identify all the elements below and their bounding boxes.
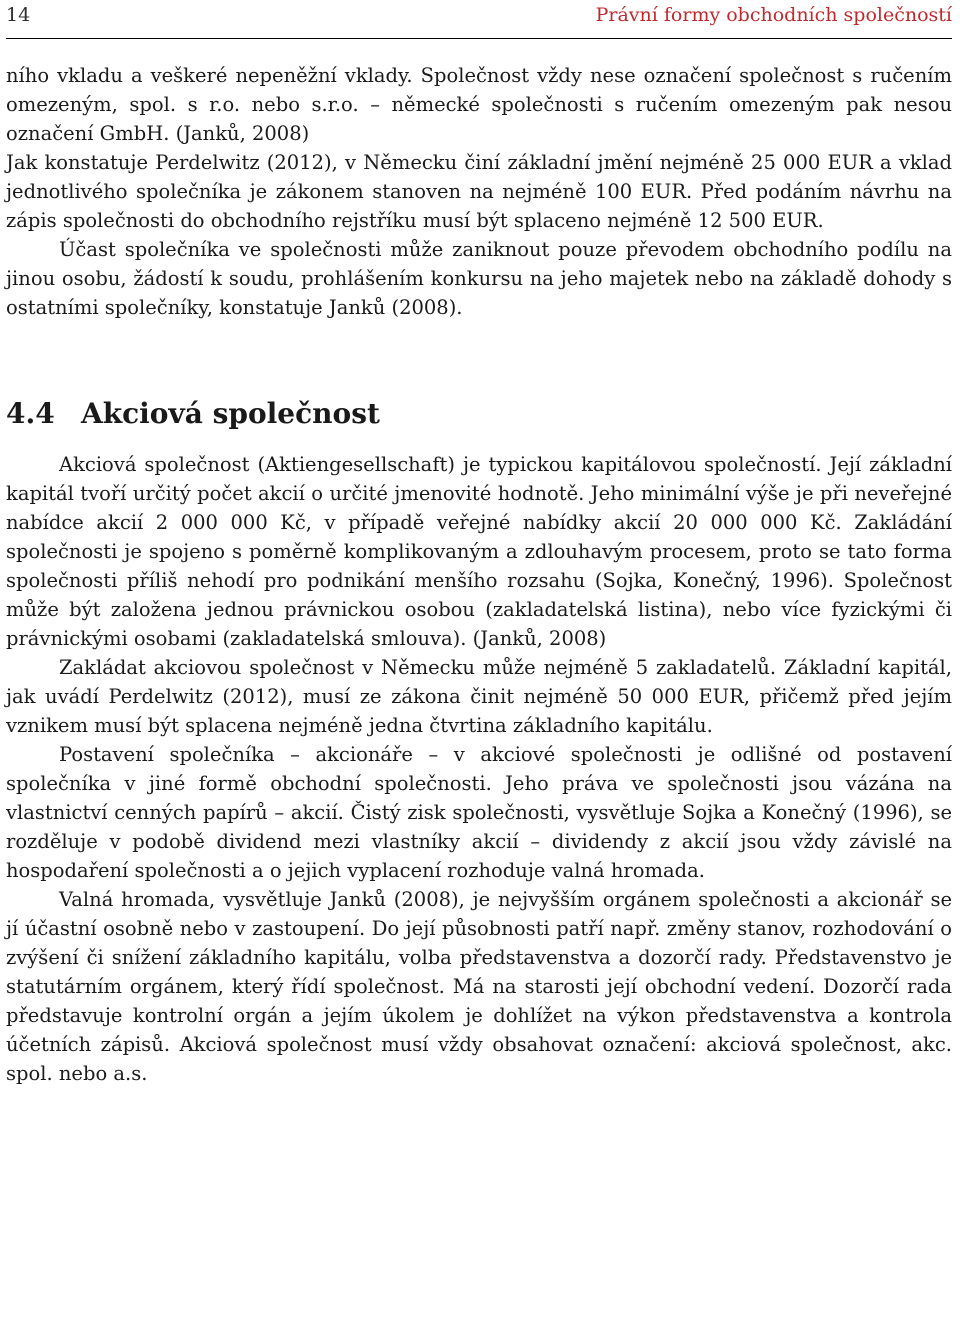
section-heading <box>6 399 952 428</box>
paragraph: Jak konstatuje Perdelwitz (2012), v Německu činí základní jmění nejméně 25 000 EUR a vklad jednotlivého společníka je zákonem stanoven na nejméně 100 EUR. Před podáním návrhu na zápis společnosti do obchodního rejstříku musí být splaceno nejméně 12 500 EUR. <box>6 151 952 232</box>
paragraph: Účast společníka ve společnosti může zaniknout pouze převodem obchodního podílu na jinou osobu, žádostí k soudu, prohlášením konkursu na jeho majetek nebo na základě dohody s ostatními společníky, konstatuje Janků (2008). <box>6 238 952 319</box>
running-title: Právní formy obchodních společností <box>595 4 952 26</box>
paragraph: Akciová společnost (Aktiengesellschaft) je typickou kapitálovou společností. Její základní kapitál tvoří určitý počet akcií o určité jmenovité hodnotě. Jeho minimální výše je při neveřejné nabídce akcií 2 000 000 Kč, v případě veřejné nabídky akcií 20 000 000 Kč. Zakládání společnosti je spojeno s poměrně komplikovaným a zdlouhavým procesem, proto se tato forma společnosti příliš nehodí pro podnikání menšího rozsahu (Sojka, Konečný, 1996). Společnost může být založena jednou právnickou osobou (zakladatelská listina), nebo více fyzickými či právnickými osobami (zakladatelská smlouva). (Janků, 2008) <box>6 453 952 650</box>
paragraph: Zakládat akciovou společnost v Německu může nejméně 5 zakladatelů. Základní kapitál, jak uvádí Perdelwitz (2012), musí ze zákona činit nejméně 50 000 EUR, přičemž před jejím vznikem musí být splacena nejméně jedna čtvrtina základního kapitálu. <box>6 656 952 737</box>
paragraph-continued: ního vkladu a veškeré nepeněžní vklady. Společnost vždy nese označení společnost s ručením omezeným, spol. s r.o. nebo s.r.o. – německé společnosti s ručením omezeným pak nesou označení GmbH. (Janků, 2008) <box>6 64 952 145</box>
page-body <box>6 61 952 1088</box>
page-header <box>6 0 952 39</box>
paragraph: Valná hromada, vysvětluje Janků (2008), je nejvyšším orgánem společnosti a akcionář se jí účastní osobně nebo v zastoupení. Do její působnosti patří např. změny stanov, rozhodování o zvýšení či snížení základního kapitálu, volba představenstva a dozorčí rady. Představenstvo je statutárním orgánem, který řídí společnost. Má na starosti její obchodní vedení. Dozorčí rada představuje kontrolní orgán a jejím úkolem je dohlížet na výkon představenstva a kontrola účetních zápisů. Akciová společnost musí vždy obsahovat označení: akciová společnost, akc. spol. nebo a.s. <box>6 888 952 1085</box>
paragraph: Postavení společníka – akcionáře – v akciové společnosti je odlišné od postavení společníka v jiné formě obchodní společnosti. Jeho práva ve společnosti jsou vázána na vlastnictví cenných papírů – akcií. Čistý zisk společnosti, vysvětluje Sojka a Konečný (1996), se rozděluje v podobě dividend mezi vlastníky akcií – dividendy z akcií jsou vždy závislé na hospodaření společnosti a o jejich vyplacení rozhoduje valná hromada. <box>6 743 952 882</box>
section-title: Akciová společnost <box>81 397 380 430</box>
section-number: 4.4 <box>6 397 55 430</box>
page-number: 14 <box>6 4 31 26</box>
